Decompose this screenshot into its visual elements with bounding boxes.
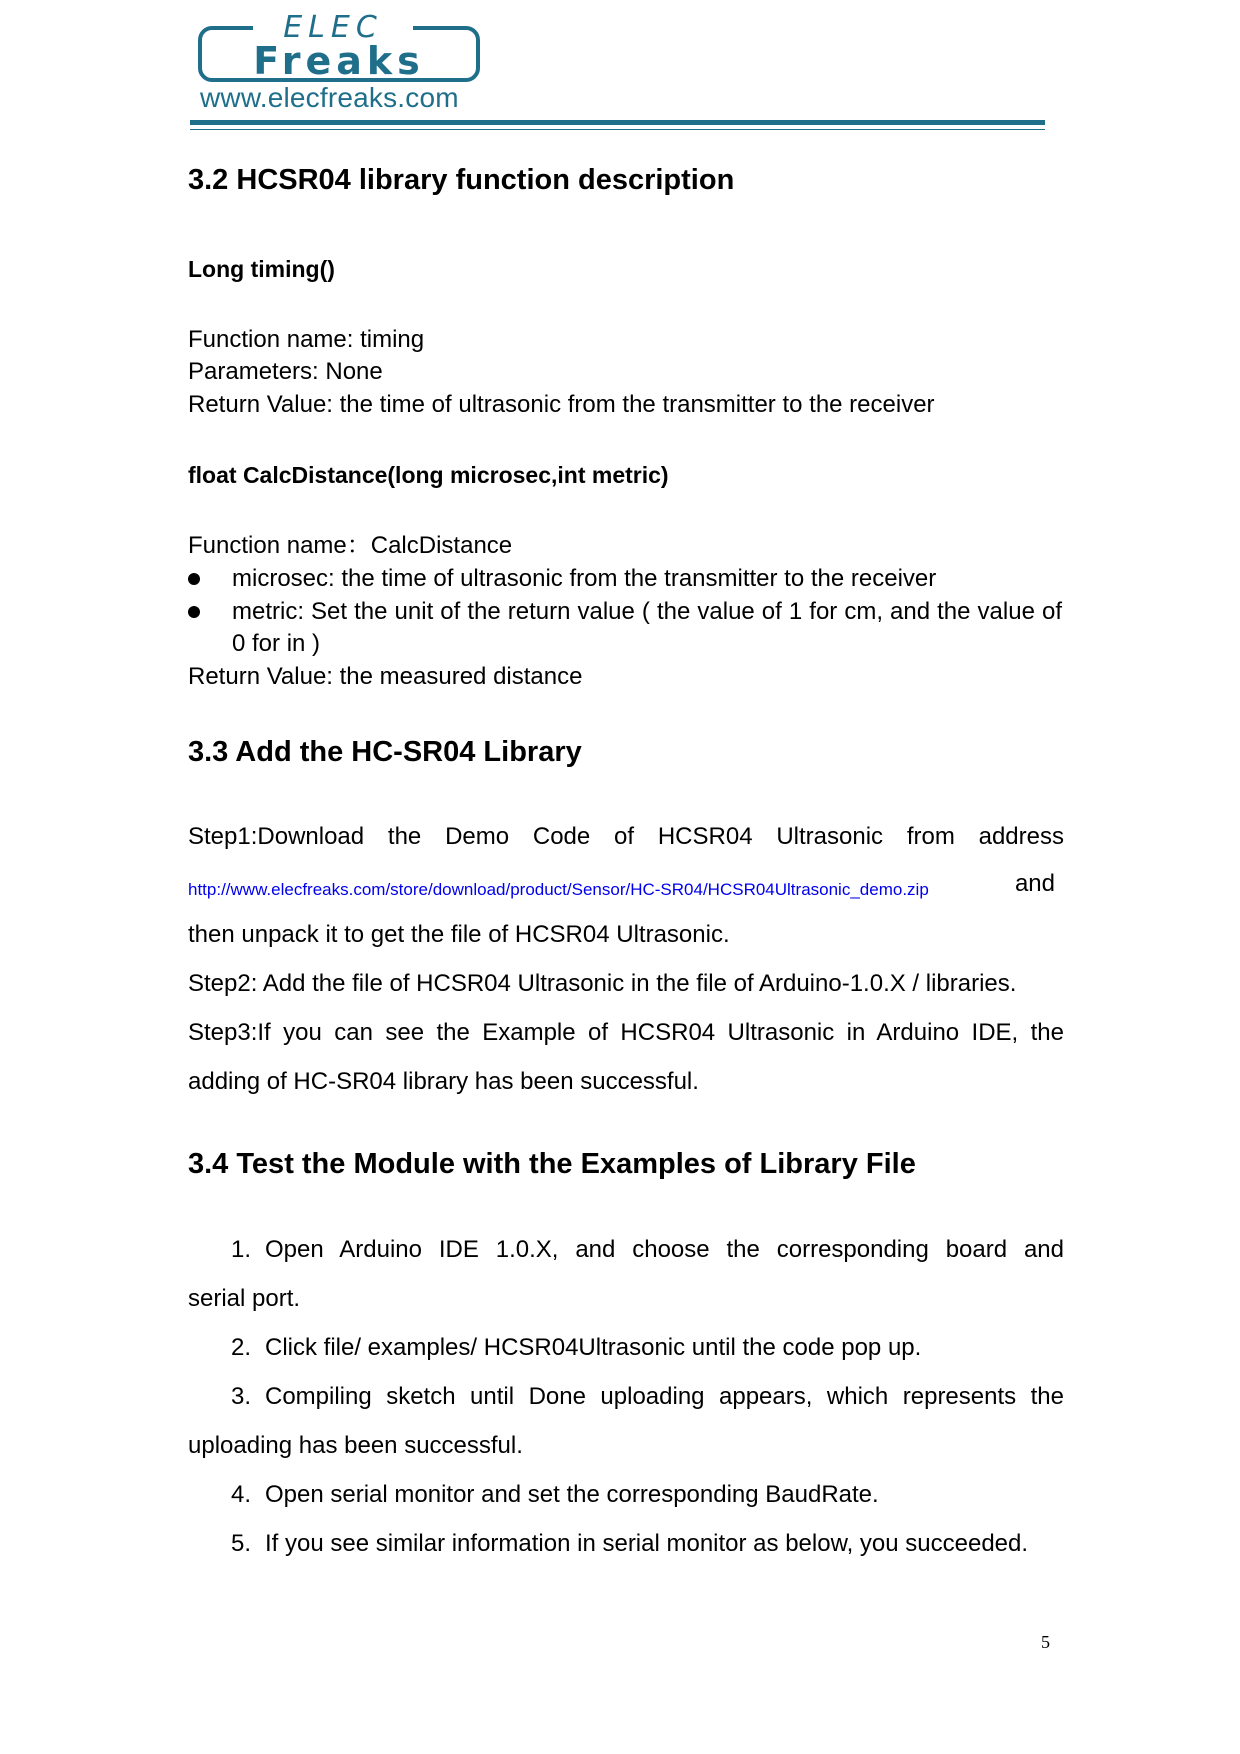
section-3-4-title: 3.4 Test the Module with the Examples of Library File: [188, 1148, 916, 1180]
item-text: Open serial monitor and set the corresponding BaudRate.: [265, 1481, 879, 1508]
page-number: 5: [1041, 1632, 1050, 1652]
func1-params: Parameters: None: [188, 358, 383, 385]
item-number: 2.: [231, 1334, 252, 1361]
elecfreaks-logo: [198, 10, 482, 82]
func1-name: Function name: timing: [188, 326, 425, 353]
func1-return: Return Value: the time of ultrasonic from the transmitter to the receiver: [188, 391, 935, 418]
section-3-2-title: 3.2 HCSR04 library function description: [188, 164, 735, 196]
item-text-cont: uploading has been successful.: [188, 1432, 523, 1459]
func2-return: Return Value: the measured distance: [188, 663, 583, 690]
item-number: 4.: [231, 1481, 252, 1508]
step1-link-row: [188, 870, 1064, 903]
logo-top-text: ELEC: [283, 10, 383, 45]
item-text: Click file/ examples/ HCSR04Ultrasonic until the code pop up.: [265, 1334, 922, 1361]
bullet-dot: [188, 606, 200, 618]
header-rule-thin: [190, 129, 1045, 130]
item-number: 3.: [231, 1383, 252, 1410]
header-rule-thick: [190, 120, 1045, 125]
bullet-dot: [188, 573, 200, 585]
item-text-cont: serial port.: [188, 1285, 301, 1312]
header-url[interactable]: www.elecfreaks.com: [200, 82, 459, 113]
step1-and: and: [1014, 870, 1055, 897]
list-item: [188, 563, 1064, 595]
step1-line3: then unpack it to get the file of HCSR04 Ultrasonic.: [188, 921, 730, 948]
bullet-text: metric: Set the unit of the return value ( the value of 1 for cm, and the value of 0 for in ): [232, 598, 1062, 657]
logo-bottom-text: Freaks: [253, 39, 425, 82]
func1-signature: Long timing(): [188, 256, 335, 282]
item-text: Compiling sketch until Done uploading appears, which represents the: [265, 1383, 1064, 1410]
bullet-text: microsec: the time of ultrasonic from the transmitter to the receiver: [232, 565, 937, 592]
item-text: If you see similar information in serial monitor as below, you succeeded.: [265, 1530, 1029, 1557]
section-3-3-title: 3.3 Add the HC-SR04 Library: [188, 736, 582, 768]
func2-signature: float CalcDistance(long microsec,int metric): [188, 462, 669, 488]
step1-line: Step1:Download the Demo Code of HCSR04 Ultrasonic from address: [188, 823, 1064, 850]
demo-download-link[interactable]: http://www.elecfreaks.com/store/download/product/Sensor/HC-SR04/HCSR04Ultrasonic_demo.zip: [188, 880, 929, 899]
list-item: [188, 596, 1064, 660]
item-number: 5.: [231, 1530, 252, 1557]
item-text: Open Arduino IDE 1.0.X, and choose the corresponding board and: [265, 1236, 1064, 1263]
step2-line: Step2: Add the file of HCSR04 Ultrasonic in the file of Arduino-1.0.X / libraries.: [188, 970, 1017, 997]
step3-line2: adding of HC-SR04 library has been successful.: [188, 1068, 699, 1095]
func2-name: Function name：CalcDistance: [188, 532, 513, 559]
step3-line: Step3:If you can see the Example of HCSR04 Ultrasonic in Arduino IDE, the: [188, 1019, 1064, 1046]
item-number: 1.: [231, 1236, 252, 1263]
